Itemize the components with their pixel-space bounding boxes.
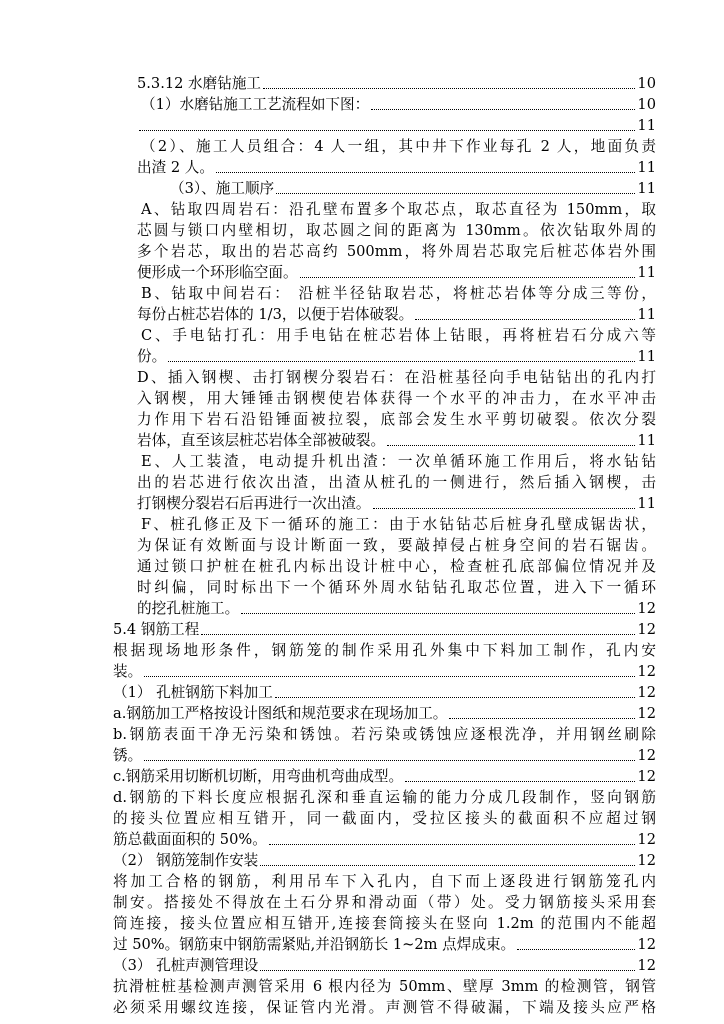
toc-page-number: 12 — [637, 600, 656, 617]
toc-line[interactable] — [113, 618, 656, 640]
toc-line — [137, 555, 656, 577]
toc-line — [137, 534, 656, 556]
toc-line-text: a.钢筋加工严格按设计图纸和规范要求在现场加工。 — [113, 705, 448, 722]
toc-line-text: 便形成一个环形临空面。 — [137, 264, 298, 281]
toc-line[interactable] — [113, 933, 656, 955]
toc-line-text: 份。 — [137, 348, 167, 365]
toc-page-number: 12 — [637, 936, 656, 953]
toc-line — [113, 639, 656, 661]
toc-line-text: 通过锁口护桩在桩孔内标出设计桩中心，检查桩孔底部偏位情况并及 — [137, 558, 656, 575]
toc-line-text: 锈。 — [113, 747, 143, 764]
dot-leader — [415, 318, 635, 320]
toc-line[interactable] — [137, 597, 656, 619]
toc-line-text: 芯圆与锁口内壁相切，取芯圆之间的距离为 130mm。依次钻取外周的 — [137, 222, 656, 239]
toc-page-number: 12 — [637, 705, 656, 722]
toc-page-number: 12 — [637, 768, 656, 785]
toc-line[interactable] — [113, 954, 656, 976]
toc-line-text: E、人工装渣，电动提升机出渣：一次单循环施工作用后，将水钻钻 — [141, 453, 656, 470]
toc-line-text: 出的岩芯进行依次出渣，出渣从桩孔的一侧进行，然后插入钢楔，击 — [137, 474, 656, 491]
toc-line — [141, 513, 656, 535]
toc-line-text: 岩体，直至该层桩芯岩体全部被破裂。 — [137, 432, 386, 449]
toc-page-number: 12 — [637, 957, 656, 974]
dot-leader — [144, 759, 635, 761]
toc-line-text: 5.3.12 水磨钻施工 — [137, 75, 262, 92]
toc-line[interactable] — [170, 177, 656, 199]
dot-leader — [405, 780, 635, 782]
toc-line — [137, 408, 656, 430]
toc-line[interactable] — [113, 765, 656, 787]
dot-leader — [241, 612, 635, 614]
toc-line — [141, 282, 656, 304]
dot-leader — [275, 696, 636, 698]
toc-page-number: 11 — [637, 348, 656, 365]
dot-leader — [263, 87, 635, 89]
toc-page-number: 12 — [637, 831, 656, 848]
toc-line — [113, 807, 656, 829]
dot-leader — [260, 969, 635, 971]
toc-line-text: 根据现场地形条件，钢筋笼的制作采用孔外集中下料加工制作，孔内安 — [113, 642, 656, 659]
dot-leader — [201, 633, 635, 635]
dot-leader — [517, 948, 635, 950]
toc-line — [113, 891, 656, 913]
toc-line — [137, 576, 656, 598]
toc-line-text: 打钢楔分裂岩石后再进行一次出渣。 — [137, 495, 371, 512]
toc-page-number: 12 — [637, 852, 656, 869]
toc-line[interactable] — [113, 660, 656, 682]
toc-page-number: 11 — [637, 180, 656, 197]
dot-leader — [371, 108, 635, 110]
toc-page-number: 10 — [637, 96, 656, 113]
toc-line — [137, 240, 656, 262]
toc-line-text: 力作用下岩石沿铅锤面被拉裂，底部会发生水平剪切破裂。依次分裂 — [137, 411, 656, 428]
toc-page-number: 12 — [637, 621, 656, 638]
toc-page-number: 11 — [637, 432, 656, 449]
toc-line-text: D、插入钢楔、击打钢楔分裂岩石：在沿桩基径向手电钻钻出的孔内打 — [137, 369, 656, 386]
toc-line-text: C、手电钻打孔：用手电钻在桩芯岩体上钻眼，再将桩岩石分成六等 — [141, 327, 656, 344]
dot-leader — [216, 171, 635, 173]
toc-line-text: 装。 — [113, 663, 143, 680]
toc-page-number: 11 — [637, 117, 656, 134]
toc-line — [137, 219, 656, 241]
toc-line — [113, 912, 656, 934]
toc-line-text: 必须采用螺纹连接，保证管内光滑。声测管不得破漏，下端及接头应严格 — [113, 999, 656, 1016]
toc-line-text: 过 50%。钢筋束中钢筋需紧贴,并沿钢筋长 1~2m 点焊成束。 — [113, 936, 516, 953]
toc-line[interactable] — [137, 303, 656, 325]
toc-line[interactable] — [113, 849, 656, 871]
toc-line-text: 抗滑桩桩基检测声测管采用 6 根内径为 50mm、壁厚 3mm 的检测管，钢管 — [113, 978, 656, 995]
dot-leader — [449, 717, 635, 719]
toc-line-text: 为保证有效断面与设计断面一致，要敲掉侵占桩身空间的岩石锯齿。 — [137, 537, 656, 554]
toc-line-text: 筒连接，接头位置应相互错开,连接套筒接头在竖向 1.2m 的范围内不能超 — [113, 915, 656, 932]
toc-page-number: 11 — [637, 495, 656, 512]
toc-line[interactable] — [137, 345, 656, 367]
dot-leader — [269, 843, 636, 845]
dot-leader — [276, 192, 635, 194]
toc-line — [113, 975, 656, 997]
toc-line[interactable] — [137, 72, 656, 94]
toc-line[interactable] — [113, 744, 656, 766]
toc-line[interactable] — [141, 93, 656, 115]
toc-line[interactable] — [113, 702, 656, 724]
toc-line-text: F、桩孔修正及下一循环的施工：由于水钻钻芯后桩身孔壁成锯齿状， — [141, 516, 656, 533]
toc-line — [137, 366, 656, 388]
toc-line-text: （3） 孔桩声测管理设 — [113, 957, 259, 974]
toc-line-text: 时纠偏，同时标出下一个循环外周水钻钻孔取芯位置，进入下一循环 — [137, 579, 656, 596]
dot-leader — [144, 675, 635, 677]
dot-leader — [168, 360, 635, 362]
toc-line-text: 入钢楔，用大锤锤击钢楔使岩体获得一个水平的冲击力，在水平冲击 — [137, 390, 656, 407]
toc-line-text: （3）、施工顺序 — [170, 180, 275, 197]
toc-line[interactable] — [137, 261, 656, 283]
dot-leader — [373, 507, 636, 509]
toc-line-text: （1） 孔桩钢筋下料加工 — [113, 684, 273, 701]
toc-line-text: 每份占桩芯岩体的 1/3，以便于岩体破裂。 — [137, 306, 414, 323]
toc-line-text: c.钢筋采用切断机切断，用弯曲机弯曲成型。 — [113, 768, 404, 785]
toc-page-number: 12 — [637, 684, 656, 701]
dot-leader — [260, 864, 635, 866]
toc-line-text: b.钢筋表面干净无污染和锈蚀。若污染或锈蚀应逐根洗净，并用钢丝刷除 — [113, 726, 656, 743]
toc-line[interactable] — [137, 156, 656, 178]
toc-line — [113, 870, 656, 892]
toc-line-text: 5.4 钢筋工程 — [113, 621, 200, 638]
dot-leader — [139, 129, 635, 131]
toc-line-text: （2）、施工人员组合：4 人一组，其中井下作业每孔 2 人，地面负责 — [141, 138, 656, 155]
toc-line-text: 的接头位置应相互错开，同一截面内，受拉区接头的截面积不应超过钢 — [113, 810, 656, 827]
toc-line[interactable] — [137, 114, 656, 136]
toc-line-text: （2） 钢筋笼制作安装 — [113, 852, 259, 869]
toc-line[interactable] — [137, 492, 656, 514]
toc-line — [141, 324, 656, 346]
toc-line — [113, 786, 656, 808]
toc-page-number: 11 — [637, 306, 656, 323]
toc-page-number: 12 — [637, 663, 656, 680]
dot-leader — [387, 444, 635, 446]
toc-line — [113, 996, 656, 1018]
toc-line-text: 多个岩芯，取出的岩芯高约 500mm，将外周岩芯取完后桩芯体岩外围 — [137, 243, 656, 260]
toc-line-text: A、钻取四周岩石：沿孔壁布置多个取芯点，取芯直径为 150mm，取 — [141, 201, 656, 218]
toc-line-text: 筋总截面面积的 50%。 — [113, 831, 267, 848]
toc-line-text: （1）水磨钻施工工艺流程如下图： — [141, 96, 370, 113]
toc-line — [141, 450, 656, 472]
toc-line-text: d.钢筋的下料长度应根据孔深和垂直运输的能力分成几段制作，竖向钢筋 — [113, 789, 656, 806]
toc-page-number: 11 — [637, 264, 656, 281]
toc-line — [113, 723, 656, 745]
toc-line-text: 制安。搭接处不得放在土石分界和滑动面（带）处。受力钢筋接头采用套 — [113, 894, 656, 911]
toc-line[interactable] — [113, 828, 656, 850]
toc-line-text: 的挖孔桩施工。 — [137, 600, 240, 617]
dot-leader — [300, 276, 636, 278]
toc-line — [137, 387, 656, 409]
toc-line-text: 出渣 2 人。 — [137, 159, 214, 176]
toc-page-number: 11 — [637, 159, 656, 176]
toc-line-text: 将加工合格的钢筋，利用吊车下入孔内，自下而上逐段进行钢筋笼孔内 — [113, 873, 656, 890]
toc-line — [141, 135, 656, 157]
toc-line[interactable] — [137, 429, 656, 451]
toc-line-text: B、钻取中间岩石： 沿桩半径钻取岩芯，将桩芯岩体等分成三等份， — [141, 285, 656, 302]
toc-page-number: 12 — [637, 747, 656, 764]
toc-line — [141, 198, 656, 220]
toc-line[interactable] — [113, 681, 656, 703]
toc-line — [137, 471, 656, 493]
toc-page-number: 10 — [637, 75, 656, 92]
